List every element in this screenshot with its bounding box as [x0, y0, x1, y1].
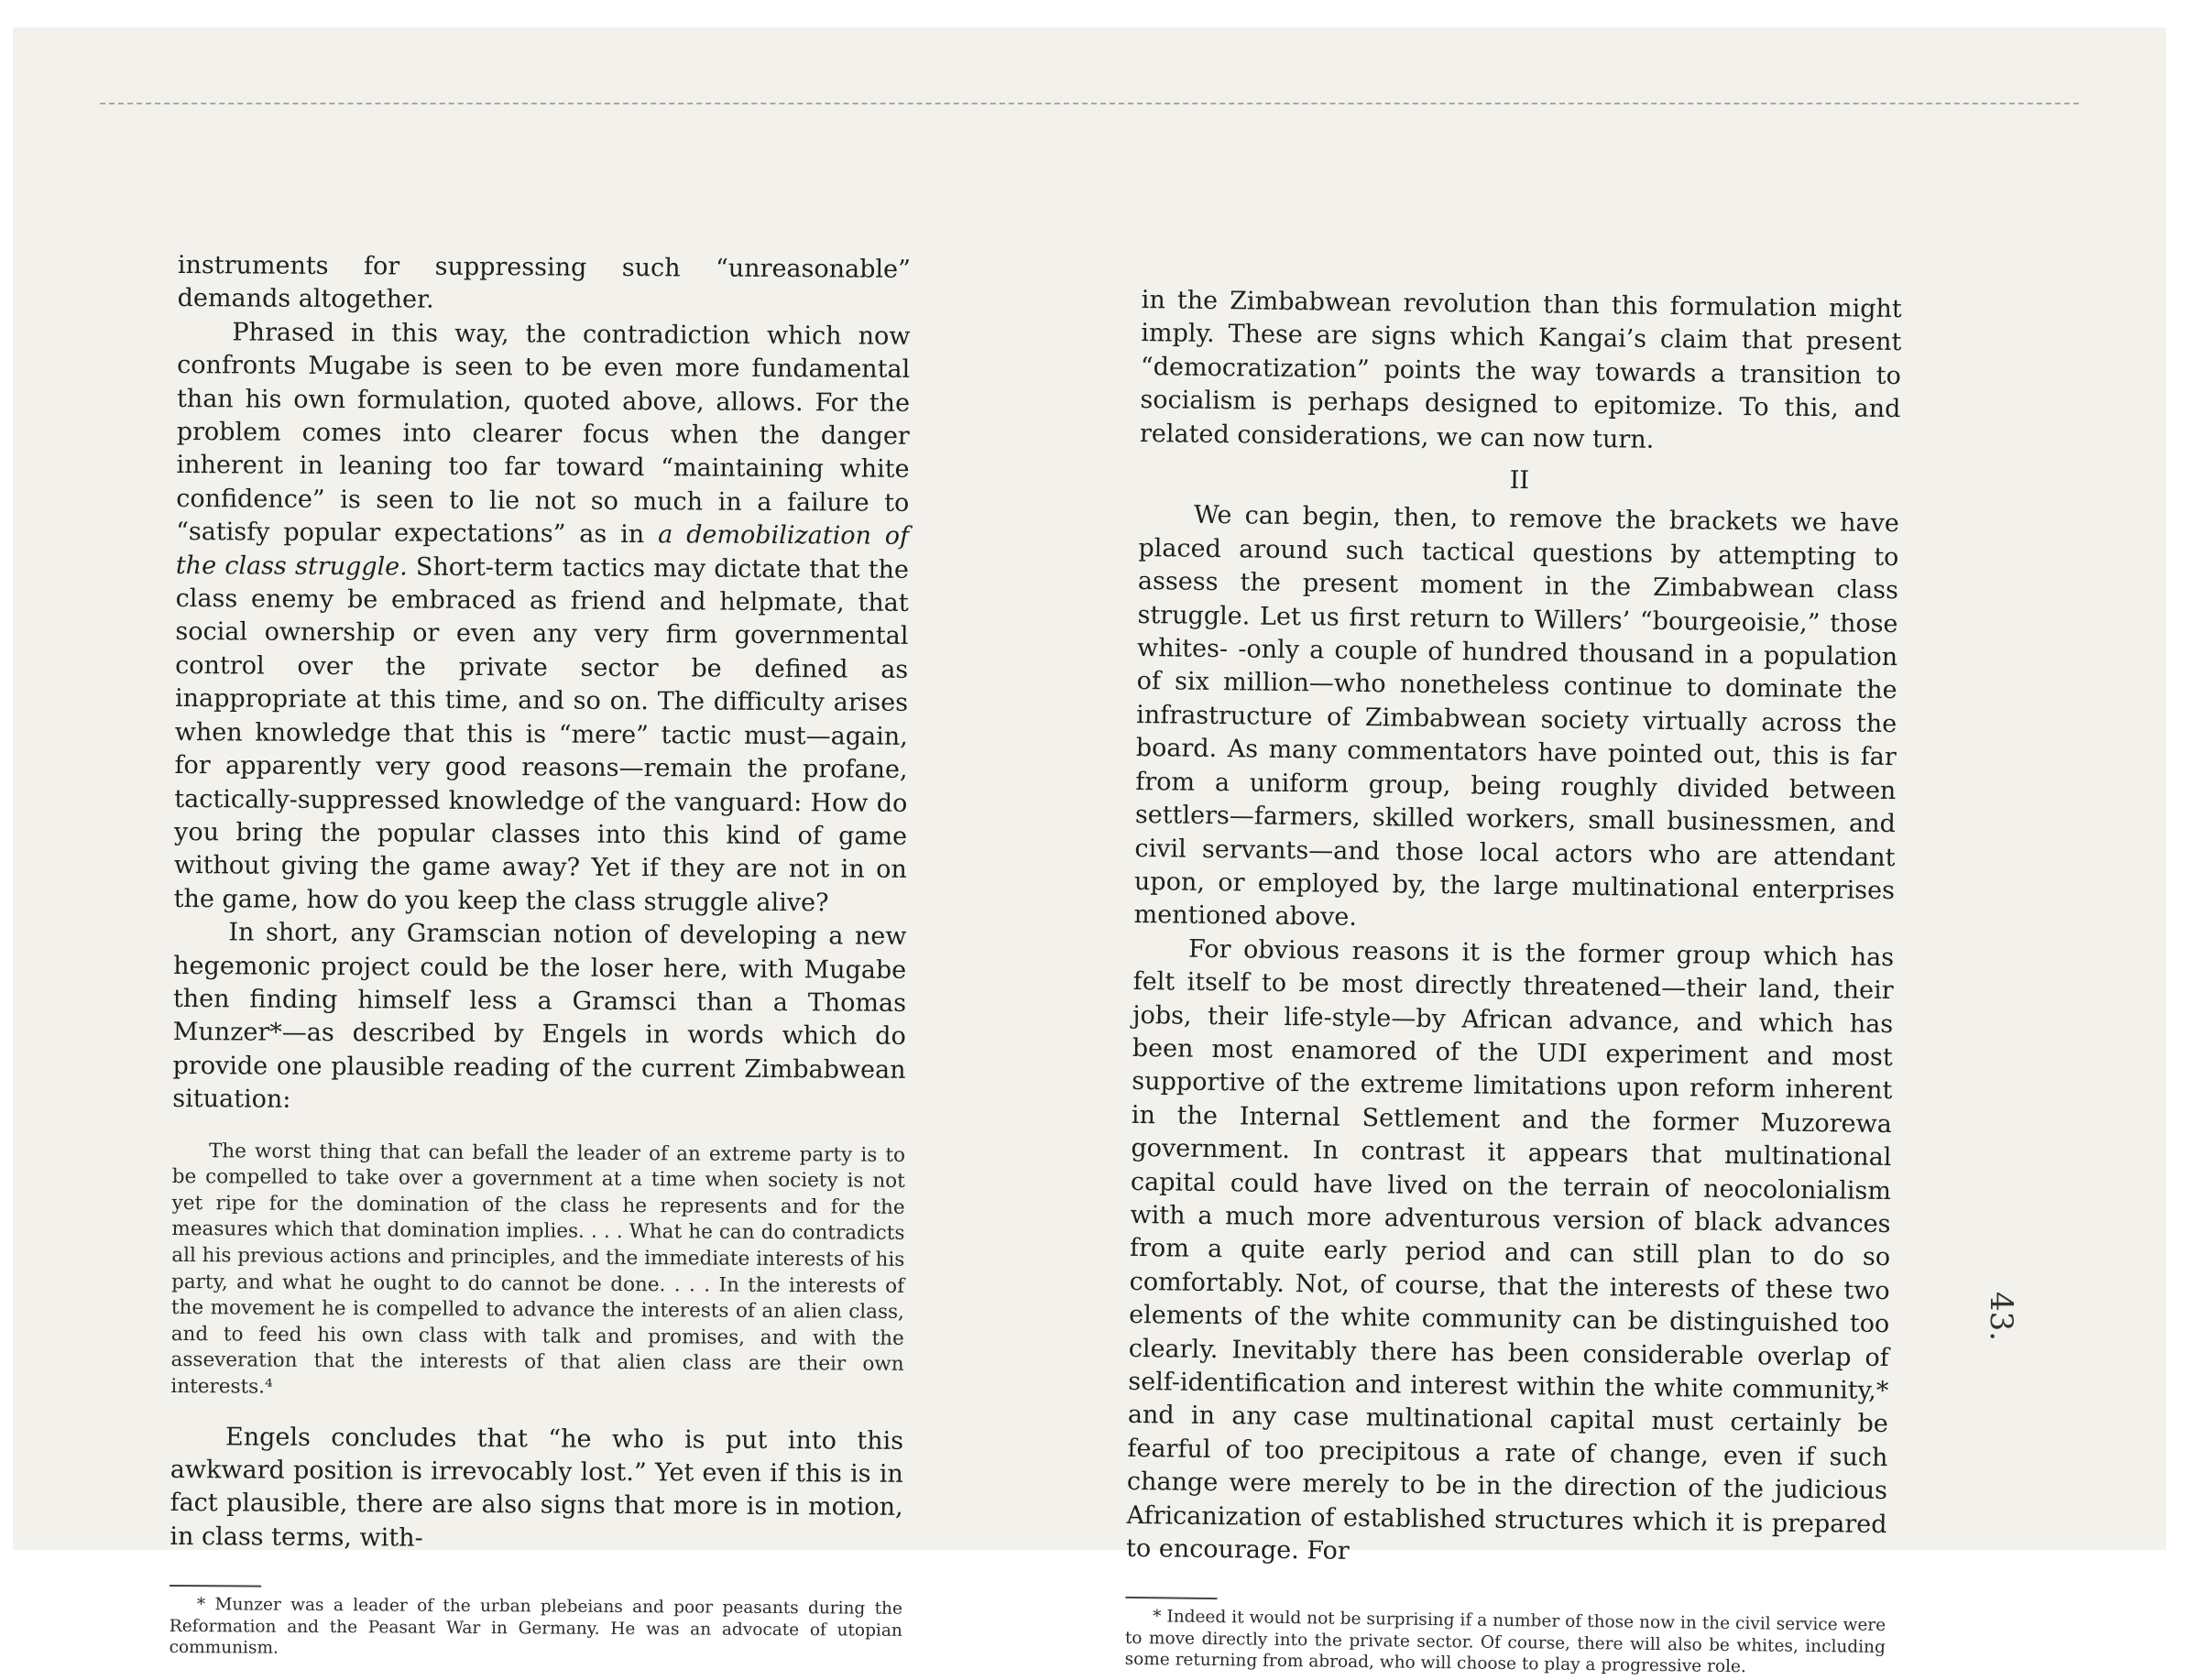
paragraph — [174, 316, 911, 921]
paragraph: in the Zimbabwean revolution than this formulation might imply. These are signs which Kangai’s claim that present “democratization” points the way towards a transition to socialism is perhaps designed to epitomize. To this, and related considerations, we can now turn. — [1139, 285, 1902, 454]
page-number: 43. — [1983, 1292, 2019, 1342]
right-column — [1125, 284, 1902, 1680]
footnote-rule — [169, 1585, 261, 1587]
block-quote: The worst thing that can befall the leader of an extreme party is to be compelled to take over a government at a time when society is not yet ripe for the domination of the class he represents and for the measures which that domination implies. . . . What he can do contradicts all his previous actions and principles, and the immediate interests of his party, and what he ought to do cannot be done. . . . In the interests of the movement he is compelled to advance the interests of an alien class, and to feed his own class with talk and promises, and with the asseveration that the interests of that alien class are their own interests.⁴ — [170, 1139, 906, 1399]
footnote-rule — [1125, 1597, 1217, 1599]
paragraph: In short, any Gramscian notion of developing a new hegemonic project could be the loser here, with Mugabe then finding himself less a Gramsci than a Thomas Munzer*—as described by Engels in words which do provide one plausible reading of the current Zimbabwean situation: — [172, 918, 907, 1114]
emphasis: a demobilization of the class struggle. — [175, 520, 910, 582]
paragraph: For obvious reasons it is the former group which has felt itself to be most directly threatened—their land, their jobs, their life-style—by African advance, and which has been most enamored of the UDI experiment and most supportive of the extreme limitations upon reform inherent in the Internal Settlement and the former Muzorewa government. In contrast it appears that multinational capital could have lived on the terrain of neocolonialism with a much more adventurous version of black advances from a quite early period and can still plan to do so comfortably. Not, of course, that the interests of these two elements of the white community can be distinguished too clearly. Inevitably there has been considerable overlap of self-identification and interest within the white community,* and in any case multinational capital must certainly be fearful of too precipitous a rate of change, even if such change were merely to be in the direction of the judicious Africanization of established structures which it is prepared to encourage. For — [1125, 934, 1895, 1565]
footnote: * Munzer was a leader of the urban plebeians and poor peasants during the Reformation and the Peasant War in Germany. He was an advocate of utopian communism. — [169, 1595, 903, 1658]
footnote: * Indeed it would not be surprising if a number of those now in the civil service were to move directly into the private sector. Of course, there will also be whites, including some returning from abroad, who will choose to play a progressive role. — [1124, 1607, 1886, 1677]
section-heading: II — [1509, 465, 1530, 496]
paragraph-text: Phrased in this way, the contradiction which now confronts Mugabe is seen to be even more fundamental than his own formulation, quoted above, allows. For the problem comes into clearer focus when the danger inherent in leaning too far toward “maintaining white confidence” is seen to lie not so much in a failure to “satisfy popular expectations” as in — [176, 318, 911, 550]
paragraph-text: Short-term tactics may dictate that the class enemy be embraced as friend and helpmate, that social ownership or even any very firm governmental control over the private sector be defined as inappropriate at this time, and so on. The difficulty arises when knowledge that this is “mere” tactic must—again, for apparently very good reasons—remain the profane, tactically-suppressed knowledge of the vanguard: How do you bring the popular classes into this kind of game without giving the game away? Yet if they are not in on the game, how do you keep the class struggle alive? — [173, 552, 909, 918]
paragraph: We can begin, then, to remove the brackets we have placed around such tactical questions by attempting to assess the present moment in the Zimbabwean class struggle. Let us first return to Willers’ “bourgeoisie,” those whites- -only a couple of hundred thousand in a population of six million—who nonetheless continue to dominate the infrastructure of Zimbabwean society virtually across the board. As many commentators have pointed out, this is far from a uniform group, being roughly divided between settlers—farmers, skilled workers, small businessmen, and civil servants—and those local actors who are attendant upon, or employed by, the large multinational enterprises mentioned above. — [1133, 501, 1900, 933]
top-rule — [100, 103, 2079, 104]
left-column — [169, 249, 911, 1663]
paragraph: Engels concludes that “he who is put into this awkward position is irrevocably lost.” Yet even if this is in fact plausible, there are also signs that more is in motion, in class terms, with- — [169, 1422, 904, 1553]
scanned-page — [13, 27, 2166, 1677]
paragraph: instruments for suppressing such “unreasonable” demands altogether. — [177, 250, 911, 315]
